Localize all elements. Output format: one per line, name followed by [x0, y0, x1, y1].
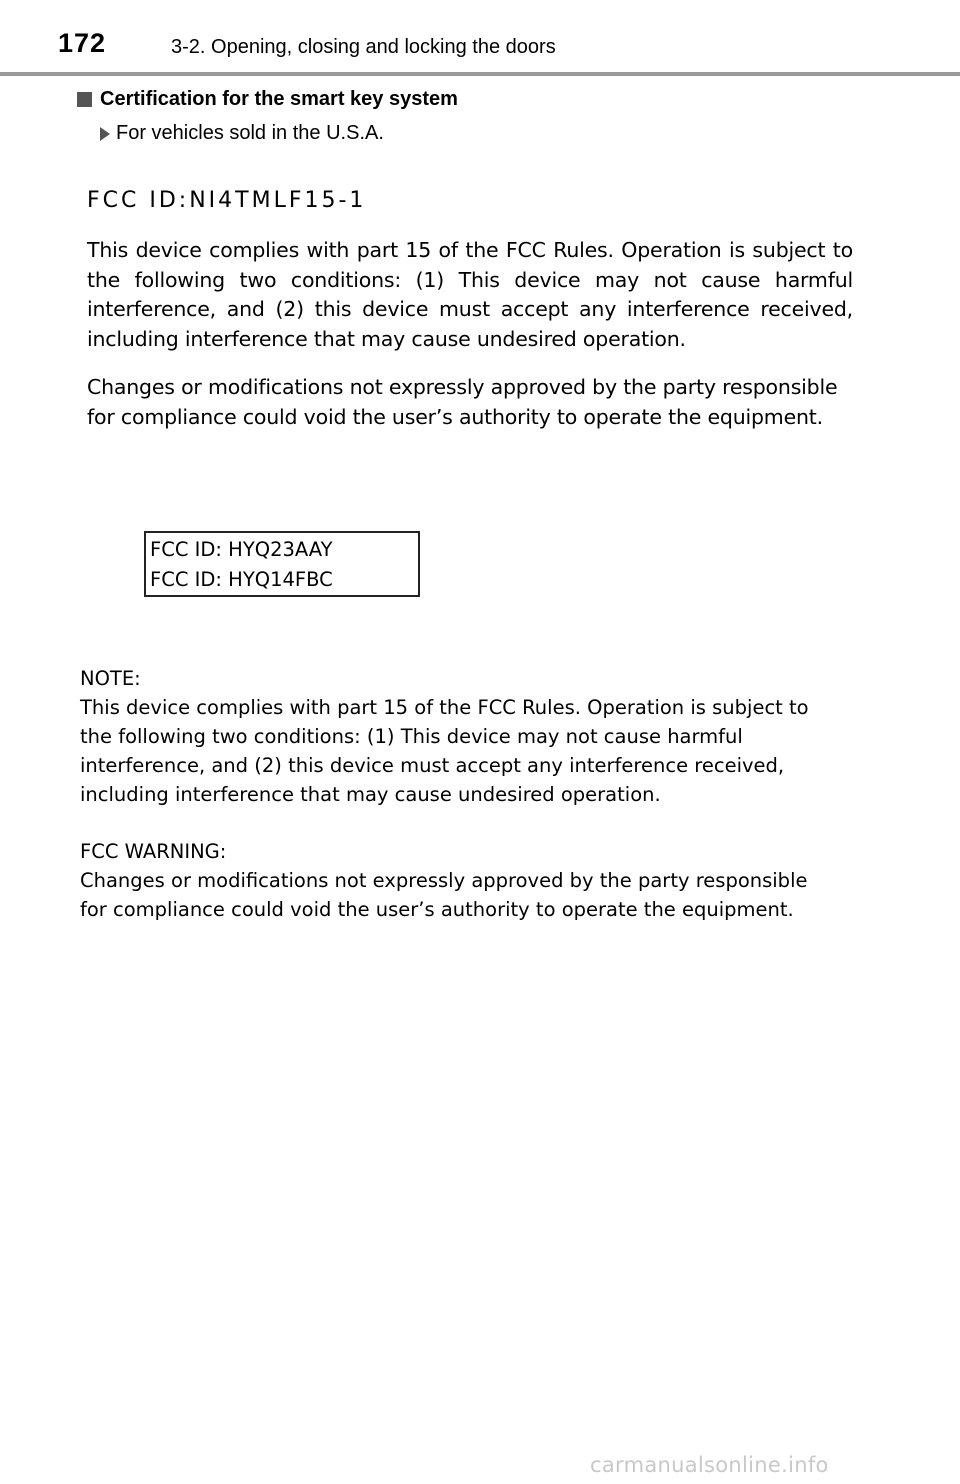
page-header	[0, 28, 960, 74]
page-number: 172	[58, 28, 107, 58]
header-divider	[0, 72, 960, 76]
fcc-id-label: FCC ID:NI4TMLF15-1	[87, 188, 367, 213]
compliance-paragraph: This device complies with part 15 of the FCC Rules. Operation is subject to the following two conditions: (1) This device may not cause harmful interference, and (2) this device must accept any interference received, including interference that may cause undesired operation.	[87, 238, 853, 352]
note-title: NOTE:	[80, 667, 141, 690]
fcc-id-box	[144, 531, 420, 597]
triangle-bullet-icon	[100, 127, 110, 141]
modification-paragraph: Changes or modifications not expressly approved by the party responsible for compliance could void the user’s authority to operate the equipment.	[87, 375, 838, 429]
fcc-id-line: FCC ID: HYQ23AAY	[150, 538, 333, 561]
note-body: This device complies with part 15 of the FCC Rules. Operation is subject to the following two conditions: (1) This device may not cause harmful interference, and (2) this device must accept any interference received, including interference that may cause undesired operation.	[80, 696, 809, 806]
subheading-text: For vehicles sold in the U.S.A.	[116, 122, 384, 144]
warning-body: Changes or modifications not expressly approved by the party responsible for compliance could void the user’s authority to operate the equipment.	[80, 869, 808, 921]
watermark: carmanualsonline.info	[590, 1453, 829, 1477]
square-bullet-icon	[77, 92, 92, 107]
warning-title: FCC WARNING:	[80, 840, 227, 863]
fcc-id-line: FCC ID: HYQ14FBC	[150, 568, 333, 591]
subheading	[100, 122, 384, 145]
section-title: 3-2. Opening, closing and locking the doors	[171, 36, 556, 58]
section-heading	[77, 88, 458, 111]
section-heading-text: Certification for the smart key system	[100, 88, 458, 110]
